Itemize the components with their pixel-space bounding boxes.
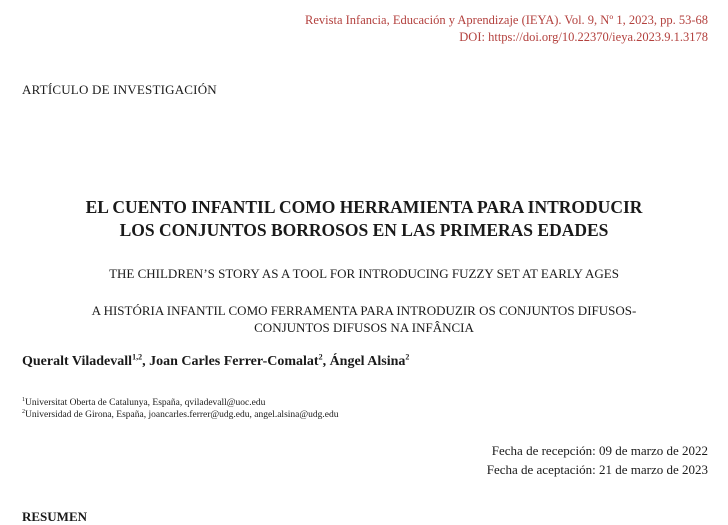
- section-label: ARTÍCULO DE INVESTIGACIÓN: [22, 82, 217, 97]
- author-list: [22, 354, 409, 370]
- author-name: Queralt Viladevall: [22, 354, 133, 369]
- doi-link[interactable]: DOI: https://doi.org/10.22370/ieya.2023.9.1.3178: [459, 30, 708, 44]
- author: [22, 354, 149, 369]
- author-separator: ,: [142, 354, 150, 369]
- author-affiliation-mark: 2: [318, 352, 323, 362]
- accepted-date: Fecha de aceptación: 21 de marzo de 2023: [486, 462, 708, 477]
- author-name: Ángel Alsina: [329, 354, 406, 369]
- article-title-line-2: LOS CONJUNTOS BORROSOS EN LAS PRIMERAS EDADES: [119, 220, 609, 240]
- portuguese-title-line-2: CONJUNTOS DIFUSOS NA INFÂNCIA: [254, 320, 474, 335]
- portuguese-title: [20, 302, 708, 336]
- author-affiliation-mark: 2: [405, 352, 410, 362]
- author: [149, 354, 330, 369]
- affiliation-number: 2: [22, 408, 25, 415]
- affiliations: [22, 397, 338, 421]
- affiliation-number: 1: [22, 396, 25, 403]
- article-title-line-1: EL CUENTO INFANTIL COMO HERRAMIENTA PARA INTRODUCIR: [85, 197, 643, 217]
- author-separator: ,: [322, 354, 330, 369]
- article-title: [0, 196, 728, 242]
- affiliation-text: Universidad de Girona, España, joancarles.ferrer@udg.edu, angel.alsina@udg.edu: [25, 410, 339, 420]
- author: [330, 354, 410, 369]
- author-affiliation-mark: 1,2: [132, 352, 143, 362]
- received-date: Fecha de recepción: 09 de marzo de 2022: [491, 443, 708, 458]
- portuguese-title-line-1: A HISTÓRIA INFANTIL COMO FERRAMENTA PARA INTRODUZIR OS CONJUNTOS DIFUSOS-: [91, 303, 637, 318]
- affiliation-text: Universitat Oberta de Catalunya, España, qviladevall@uoc.edu: [25, 398, 266, 408]
- affiliation: [22, 409, 338, 421]
- english-title: THE CHILDREN’S STORY AS A TOOL FOR INTRODUCING FUZZY SET AT EARLY AGES: [109, 266, 619, 281]
- article-dates: [487, 441, 708, 479]
- affiliation: [22, 397, 338, 409]
- author-name: Joan Carles Ferrer-Comalat: [149, 354, 319, 369]
- journal-citation: Revista Infancia, Educación y Aprendizaje (IEYA). Vol. 9, Nº 1, 2023, pp. 53-68: [305, 13, 708, 27]
- abstract-heading: RESUMEN: [22, 509, 88, 524]
- journal-header: [305, 12, 708, 46]
